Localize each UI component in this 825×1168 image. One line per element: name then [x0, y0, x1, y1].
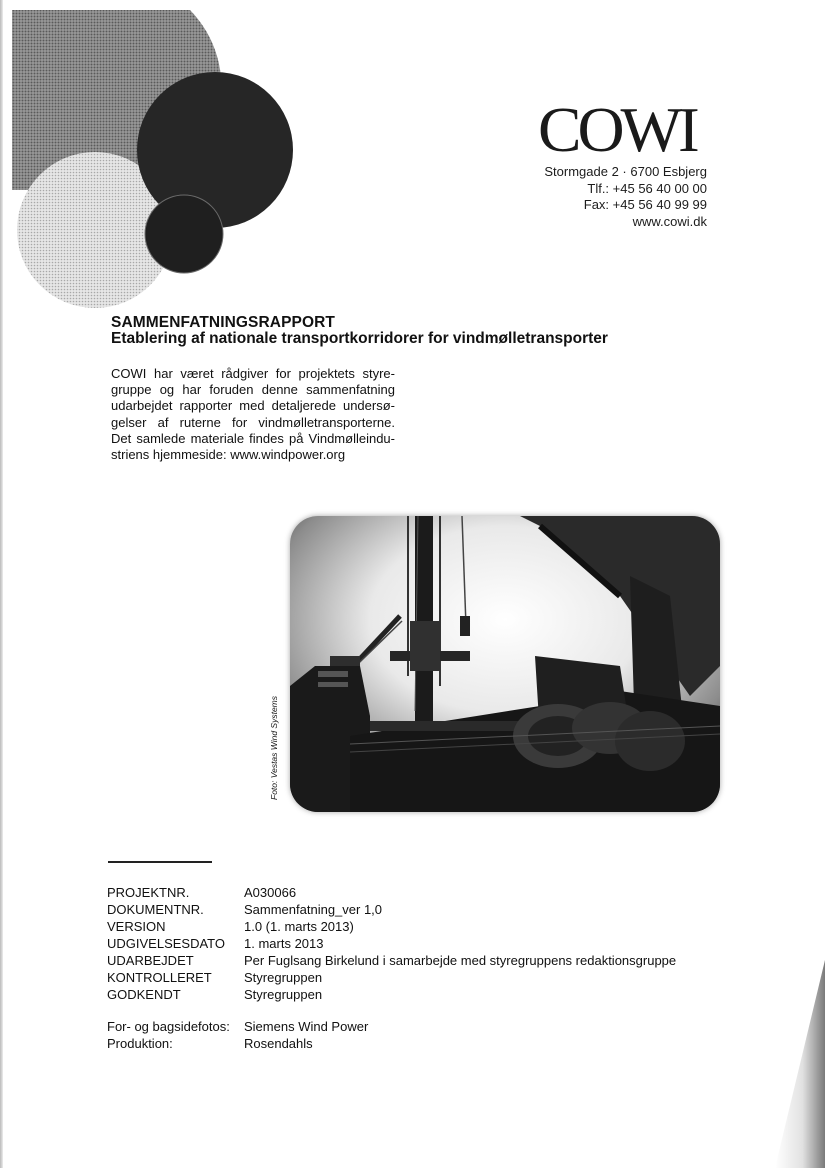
- meta-label: Produktion:: [107, 1036, 173, 1051]
- meta-value: Per Fuglsang Birkelund i samarbejde med styregruppens redaktionsgruppe: [244, 953, 677, 968]
- divider-rule: [108, 861, 212, 863]
- address-phone: Tlf.: +45 56 40 00 00: [587, 180, 707, 196]
- intro-line: gelser af ruterne for vindmølletransporterne.: [111, 414, 395, 430]
- report-title: SAMMENFATNINGSRAPPORT: [111, 314, 335, 331]
- meta-label: For- og bagsidefotos:: [107, 1019, 230, 1034]
- intro-paragraph: [111, 366, 395, 463]
- meta-label: KONTROLLERET: [107, 970, 212, 985]
- report-subtitle: Etablering af nationale transportkorridorer for vindmølletransporter: [111, 330, 608, 347]
- meta-value: Styregruppen: [244, 970, 323, 985]
- meta-value: A030066: [244, 885, 297, 900]
- meta-label: PROJEKTNR.: [107, 885, 190, 900]
- meta-value: 1.0 (1. marts 2013): [244, 919, 354, 934]
- meta-label: DOKUMENTNR.: [107, 902, 204, 917]
- intro-line: gruppe og har foruden denne sammenfatning: [111, 382, 395, 398]
- photo-credit: Foto: Vestas Wind Systems: [269, 695, 279, 800]
- meta-label: GODKENDT: [107, 987, 181, 1002]
- meta-value: Siemens Wind Power: [244, 1019, 369, 1034]
- meta-label: VERSION: [107, 919, 166, 934]
- photo-illustration: [290, 516, 720, 812]
- logo-text: COWI: [538, 94, 696, 165]
- meta-value: Styregruppen: [244, 987, 323, 1002]
- decorative-circles: [0, 0, 320, 310]
- meta-label: UDARBEJDET: [107, 953, 194, 968]
- harbor-crane-photo: [290, 516, 720, 812]
- scan-shadow: [775, 960, 825, 1168]
- meta-value: 1. marts 2013: [244, 936, 324, 951]
- address-web: www.cowi.dk: [632, 213, 707, 229]
- intro-line: COWI har været rådgiver for projektets styre-: [111, 366, 395, 381]
- meta-label: UDGIVELSESDATO: [107, 936, 225, 951]
- intro-line: Det samlede materiale findes på Vindmølleindu-: [111, 430, 395, 446]
- address-fax: Fax: +45 56 40 99 99: [583, 197, 707, 212]
- company-address: [500, 164, 707, 230]
- meta-value: Rosendahls: [244, 1036, 313, 1051]
- intro-line: udarbejdet rapporter med detaljerede undersø-: [111, 398, 395, 414]
- intro-line: striens hjemmeside: www.windpower.org: [111, 446, 346, 462]
- meta-value: Sammenfatning_ver 1,0: [244, 902, 383, 917]
- circle-small-dark: [145, 195, 223, 273]
- cowi-logo: [538, 94, 704, 165]
- address-street: Stormgade 2 · 6700 Esbjerg: [544, 164, 707, 179]
